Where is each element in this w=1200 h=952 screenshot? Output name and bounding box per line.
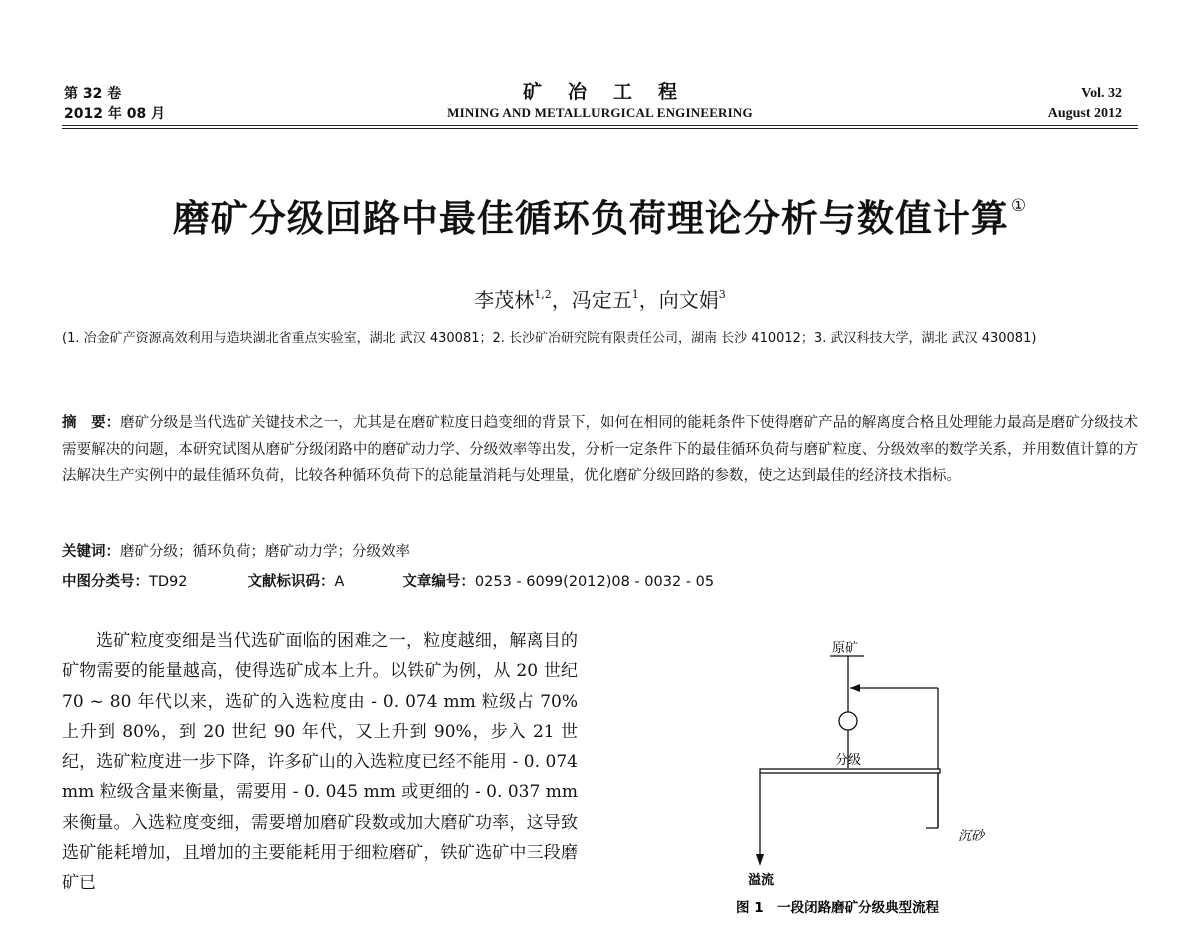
- return-arrowhead-icon: [850, 684, 860, 692]
- doc-code-value: A: [334, 574, 345, 590]
- clc-value: TD92: [149, 574, 188, 590]
- volume-cn: 第 32 卷: [64, 86, 122, 102]
- doc-code-label: 文献标识码：: [247, 574, 335, 590]
- label-sand: 沉砂: [958, 829, 985, 844]
- title-text: 磨矿分级回路中最佳循环负荷理论分析与数值计算: [172, 197, 1009, 240]
- article-title: [60, 188, 1140, 242]
- figure-caption: 图 1 一段闭路磨矿分级典型流程: [736, 900, 940, 916]
- affiliations: (1. 冶金矿产资源高效利用与造块湖北省重点实验室，湖北 武汉 430081；2. 长沙矿冶研究院有限责任公司，湖南 长沙 410012；3. 武汉科技大学，湖北 武汉 430081): [62, 331, 1037, 346]
- keywords: [62, 540, 410, 564]
- journal-name-cn: 矿冶工程: [522, 81, 703, 103]
- overflow-arrowhead-icon: [756, 854, 764, 866]
- date-cn: 2012 年 08 月: [64, 106, 166, 122]
- header-left: [64, 84, 165, 124]
- author-name: 冯定五: [571, 288, 632, 312]
- keywords-label: 关键词：: [62, 544, 120, 560]
- label-raw-ore: 原矿: [832, 641, 859, 656]
- mill-icon: [839, 712, 857, 730]
- clc-label: 中图分类号：: [62, 574, 149, 590]
- author-name: 向文娟: [658, 288, 719, 312]
- author-separator: ，: [638, 288, 659, 312]
- header-center: [400, 80, 800, 122]
- journal-name-en: MINING AND METALLURGICAL ENGINEERING: [447, 105, 753, 120]
- classification-row: [62, 570, 714, 594]
- author-name: 李茂林: [474, 288, 535, 312]
- author-separator: ，: [551, 288, 572, 312]
- classifier-bar: [760, 769, 940, 773]
- keywords-text: 磨矿分级；循环负荷；磨矿动力学；分级效率: [120, 544, 410, 560]
- label-overflow: 溢流: [748, 873, 775, 888]
- author-affiliation-mark: 1,2: [534, 288, 552, 301]
- article-number-value: 0253 - 6099(2012)08 - 0032 - 05: [474, 574, 715, 590]
- body-column-left: [62, 626, 578, 899]
- abstract: [62, 410, 1138, 490]
- body-paragraph: 选矿粒度变细是当代选矿面临的困难之一，粒度越细，解离目的矿物需要的能量越高，使得选矿成本上升。以铁矿为例，从 20 世纪 70 ~ 80 年代以来，选矿的入选粒度由 - 0. 074 mm 粒级占 70% 上升到 80%，到 20 世纪 90 年代，又上升到 90%，步入 21 世纪，选矿粒度进一步下降，许多矿山的入选粒度已经不能用 - 0. 074 mm 粒级含量来衡量，需要用 - 0. 045 mm 或更细的 - 0. 037 mm 来衡量。入选粒度变细，需要增加磨矿段数或加大磨矿功率，这导致选矿能耗增加，且增加的主要能耗用于细粒磨矿，铁矿选矿中三段磨矿已: [62, 631, 578, 894]
- article-number-label: 文章编号：: [402, 574, 475, 590]
- label-classification: 分级: [835, 753, 862, 768]
- abstract-label: 摘 要：: [62, 415, 121, 431]
- flowsheet-figure: [728, 630, 1018, 930]
- header-rule-bottom: [62, 128, 1138, 129]
- volume-en: Vol. 32: [1081, 86, 1122, 101]
- abstract-text: 磨矿分级是当代选矿关键技术之一，尤其是在磨矿粒度日趋变细的背景下，如何在相同的能耗条件下使得磨矿产品的解离度合格且处理能力最高是磨矿分级技术需要解决的问题，本研究试图从磨矿分级闭路中的磨矿动力学、分级效率等出发，分析一定条件下的最佳循环负荷与磨矿粒度、分级效率的数学关系，并用数值计算的方法解决生产实例中的最佳循环负荷，比较各种循环负荷下的总能量消耗与处理量，优化磨矿分级回路的参数，使之达到最佳的经济技术指标。: [62, 415, 1139, 484]
- author-affiliation-mark: 1: [631, 288, 639, 301]
- date-en: August 2012: [1047, 106, 1122, 121]
- author-line: [300, 284, 900, 313]
- header-rule-top: [62, 125, 1138, 126]
- title-footnote-mark: ①: [1010, 196, 1028, 216]
- author-affiliation-mark: 3: [718, 288, 726, 301]
- header-right: [1048, 84, 1122, 124]
